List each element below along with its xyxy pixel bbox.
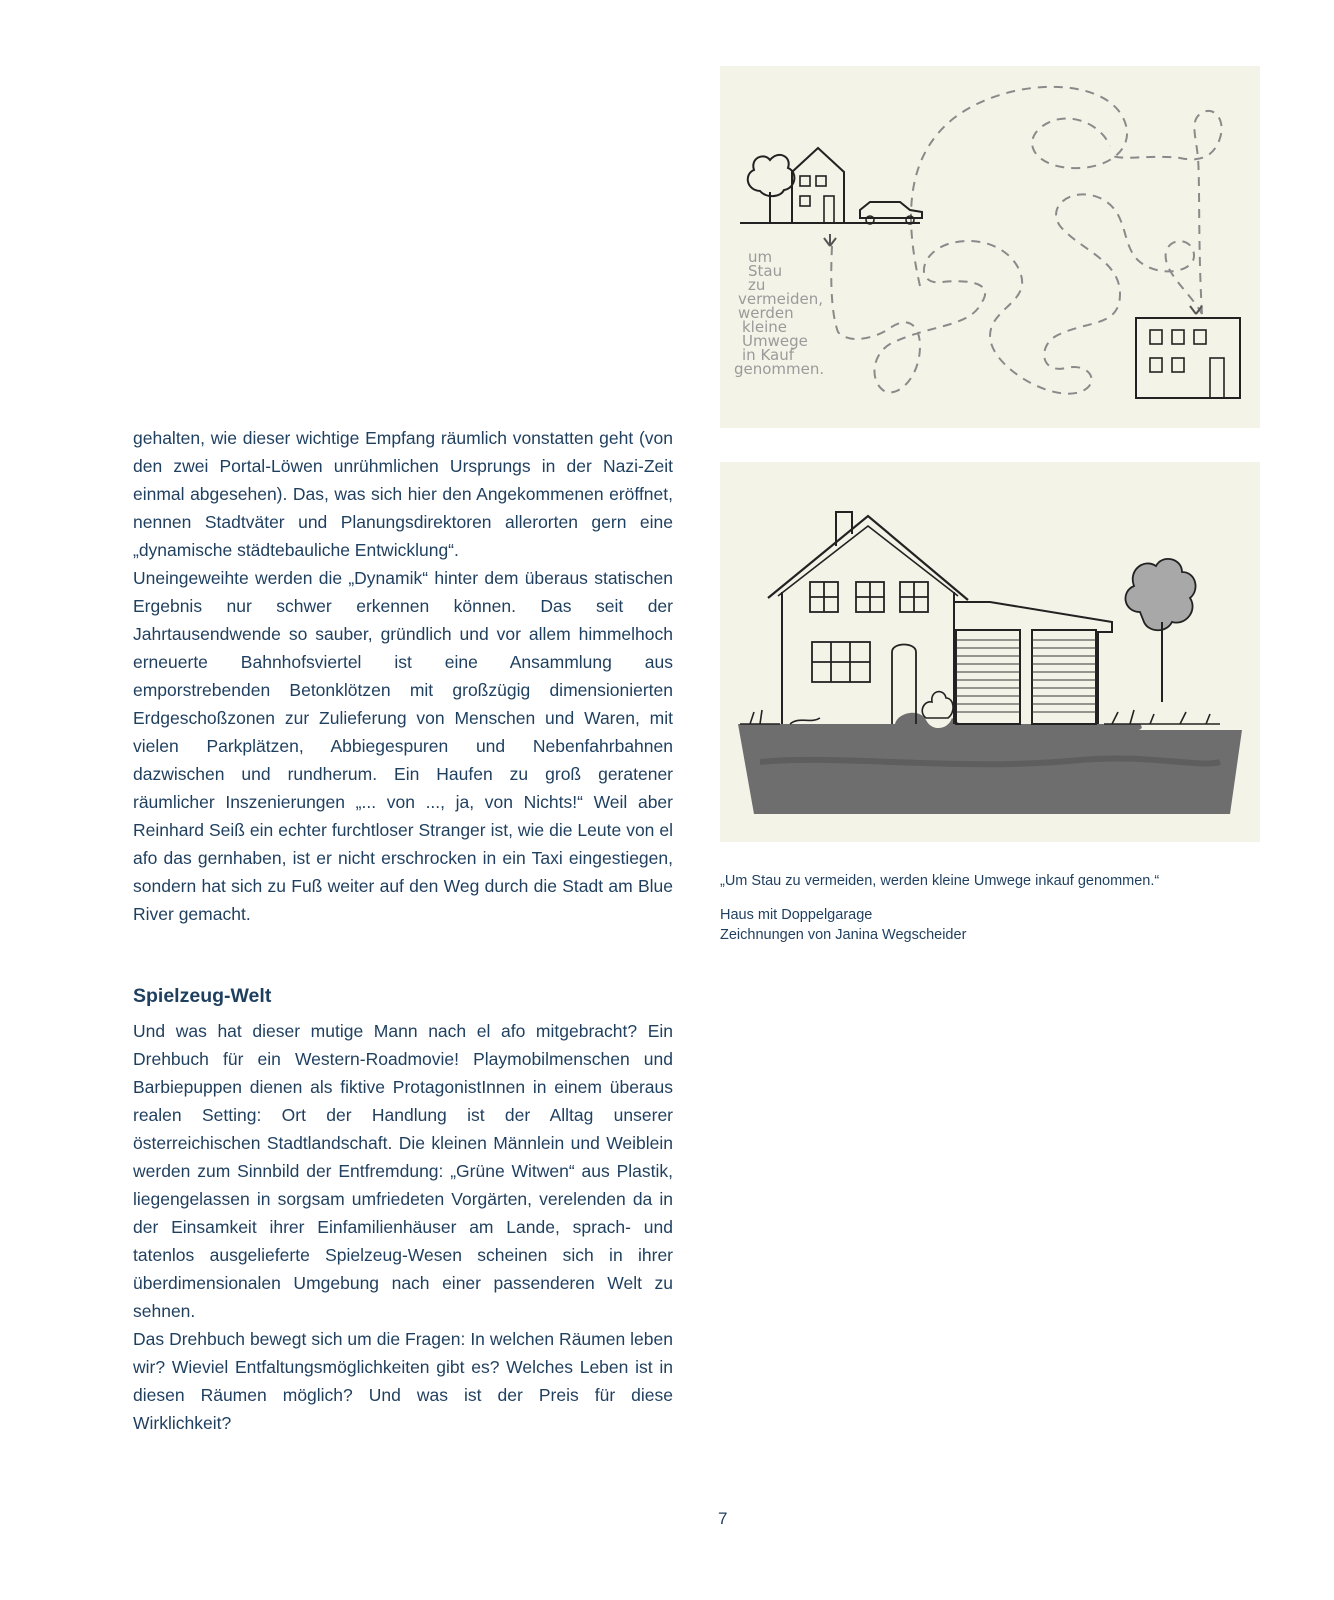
paragraph: Und was hat dieser mutige Mann nach el afo mitgebracht? Ein Drehbuch für ein Western-Roadmovie! Playmobilmenschen und Barbiepuppen dienen als fiktive ProtagonistInnen in einem überaus realen Setting: Ort der Handlung ist der Alltag unserer österreichischen Stadtlandschaft. Die kleinen Männlein und Weiblein werden zum Sinnbild der Entfremdung: „Grüne Witwen“ aus Plastik, liegengelassen in sorgsam umfriedeten Vorgärten, verelenden da in der Einsamkeit ihrer Einfamilienhäuser am Lande, sprach- und tatenlos ausgelieferte Spielzeug-Wesen scheinen sich in ihrer überdimensionalen Umgebung nach einer passenderen Welt zu sehnen. [133,1021,673,1321]
note-line: werden [738,304,794,322]
article-column-top [133,424,673,928]
detour-path [911,87,1127,286]
detour-sketch-figure [720,66,1260,428]
note-line: kleine [742,318,787,336]
detour-path [831,194,1202,393]
article-column-bottom [133,1017,673,1437]
house-sketch-figure [720,462,1260,842]
figure-caption-title: Haus mit Doppelgarage [720,907,873,923]
note-line: Stau [748,262,783,280]
paragraph: Uneingeweihte werden die „Dynamik“ hinter dem überaus statischen Ergebnis nur schwer erkennen können. Das seit der Jahrtausendwende so sauber, gründlich und vor allem himmelhoch erneuerte Bahnhofsviertel ist eine Ansammlung aus emporstrebenden Betonklötzen mit großzügig dimensionierten Erdgeschoßzonen zur Zulieferung von Menschen und Waren, mit vielen Parkplätzen, Abbiegespuren und Nebenfahrbahnen dazwischen und rundherum. Ein Haufen zu groß geratener räumlicher Inszenierungen „... von ..., ja, von Nichts!“ Weil aber Reinhard Seiß ein echter furchtloser Stranger ist, wie die Leute von el afo das gernhaben, ist er nicht erschrocken in ein Taxi eingestiegen, sondern hat sich zu Fuß weiter auf den Weg durch die Stadt am Blue River gemacht. [133,568,673,924]
note-line: um [748,248,773,266]
note-line: zu [748,276,766,294]
figure-caption-credit: Zeichnungen von Janina Wegscheider [720,927,967,943]
figure-caption-quote: „Um Stau zu vermeiden, werden kleine Umwege inkauf genommen.“ [720,873,1160,889]
garage-door [956,630,1096,724]
section-heading: Spielzeug-Welt [133,985,272,1007]
note-line: in Kauf [742,346,794,364]
handwritten-note [734,248,824,378]
arrow-up [824,234,836,246]
note-line: genommen. [734,360,825,378]
note-line: Umwege [742,332,808,350]
tree [1125,559,1195,630]
note-line: vermeiden, [738,290,824,308]
roof [768,516,968,600]
bush [922,692,953,718]
page-number: 7 [718,1509,728,1528]
paragraph: gehalten, wie dieser wichtige Empfang räumlich vonstatten geht (von den zwei Portal-Löwen unrühmlichen Ursprungs in der Nazi-Zeit einmal abgesehen). Das, was sich hier den Angekommenen eröffnet, nennen Stadtväter und Planungsdirektoren allerorten gern eine „dynamische städtebauliche Entwicklung“. [133,428,673,560]
detour-sketch [720,66,1260,428]
house-with-garage-sketch [720,462,1260,842]
tree [748,155,795,196]
paragraph: Das Drehbuch bewegt sich um die Fragen: In welchen Räumen leben wir? Wieviel Entfaltungsmöglichkeiten gibt es? Welches Leben ist in diesen Räumen möglich? Und was ist der Preis für diese Wirklichkeit? [133,1329,673,1433]
